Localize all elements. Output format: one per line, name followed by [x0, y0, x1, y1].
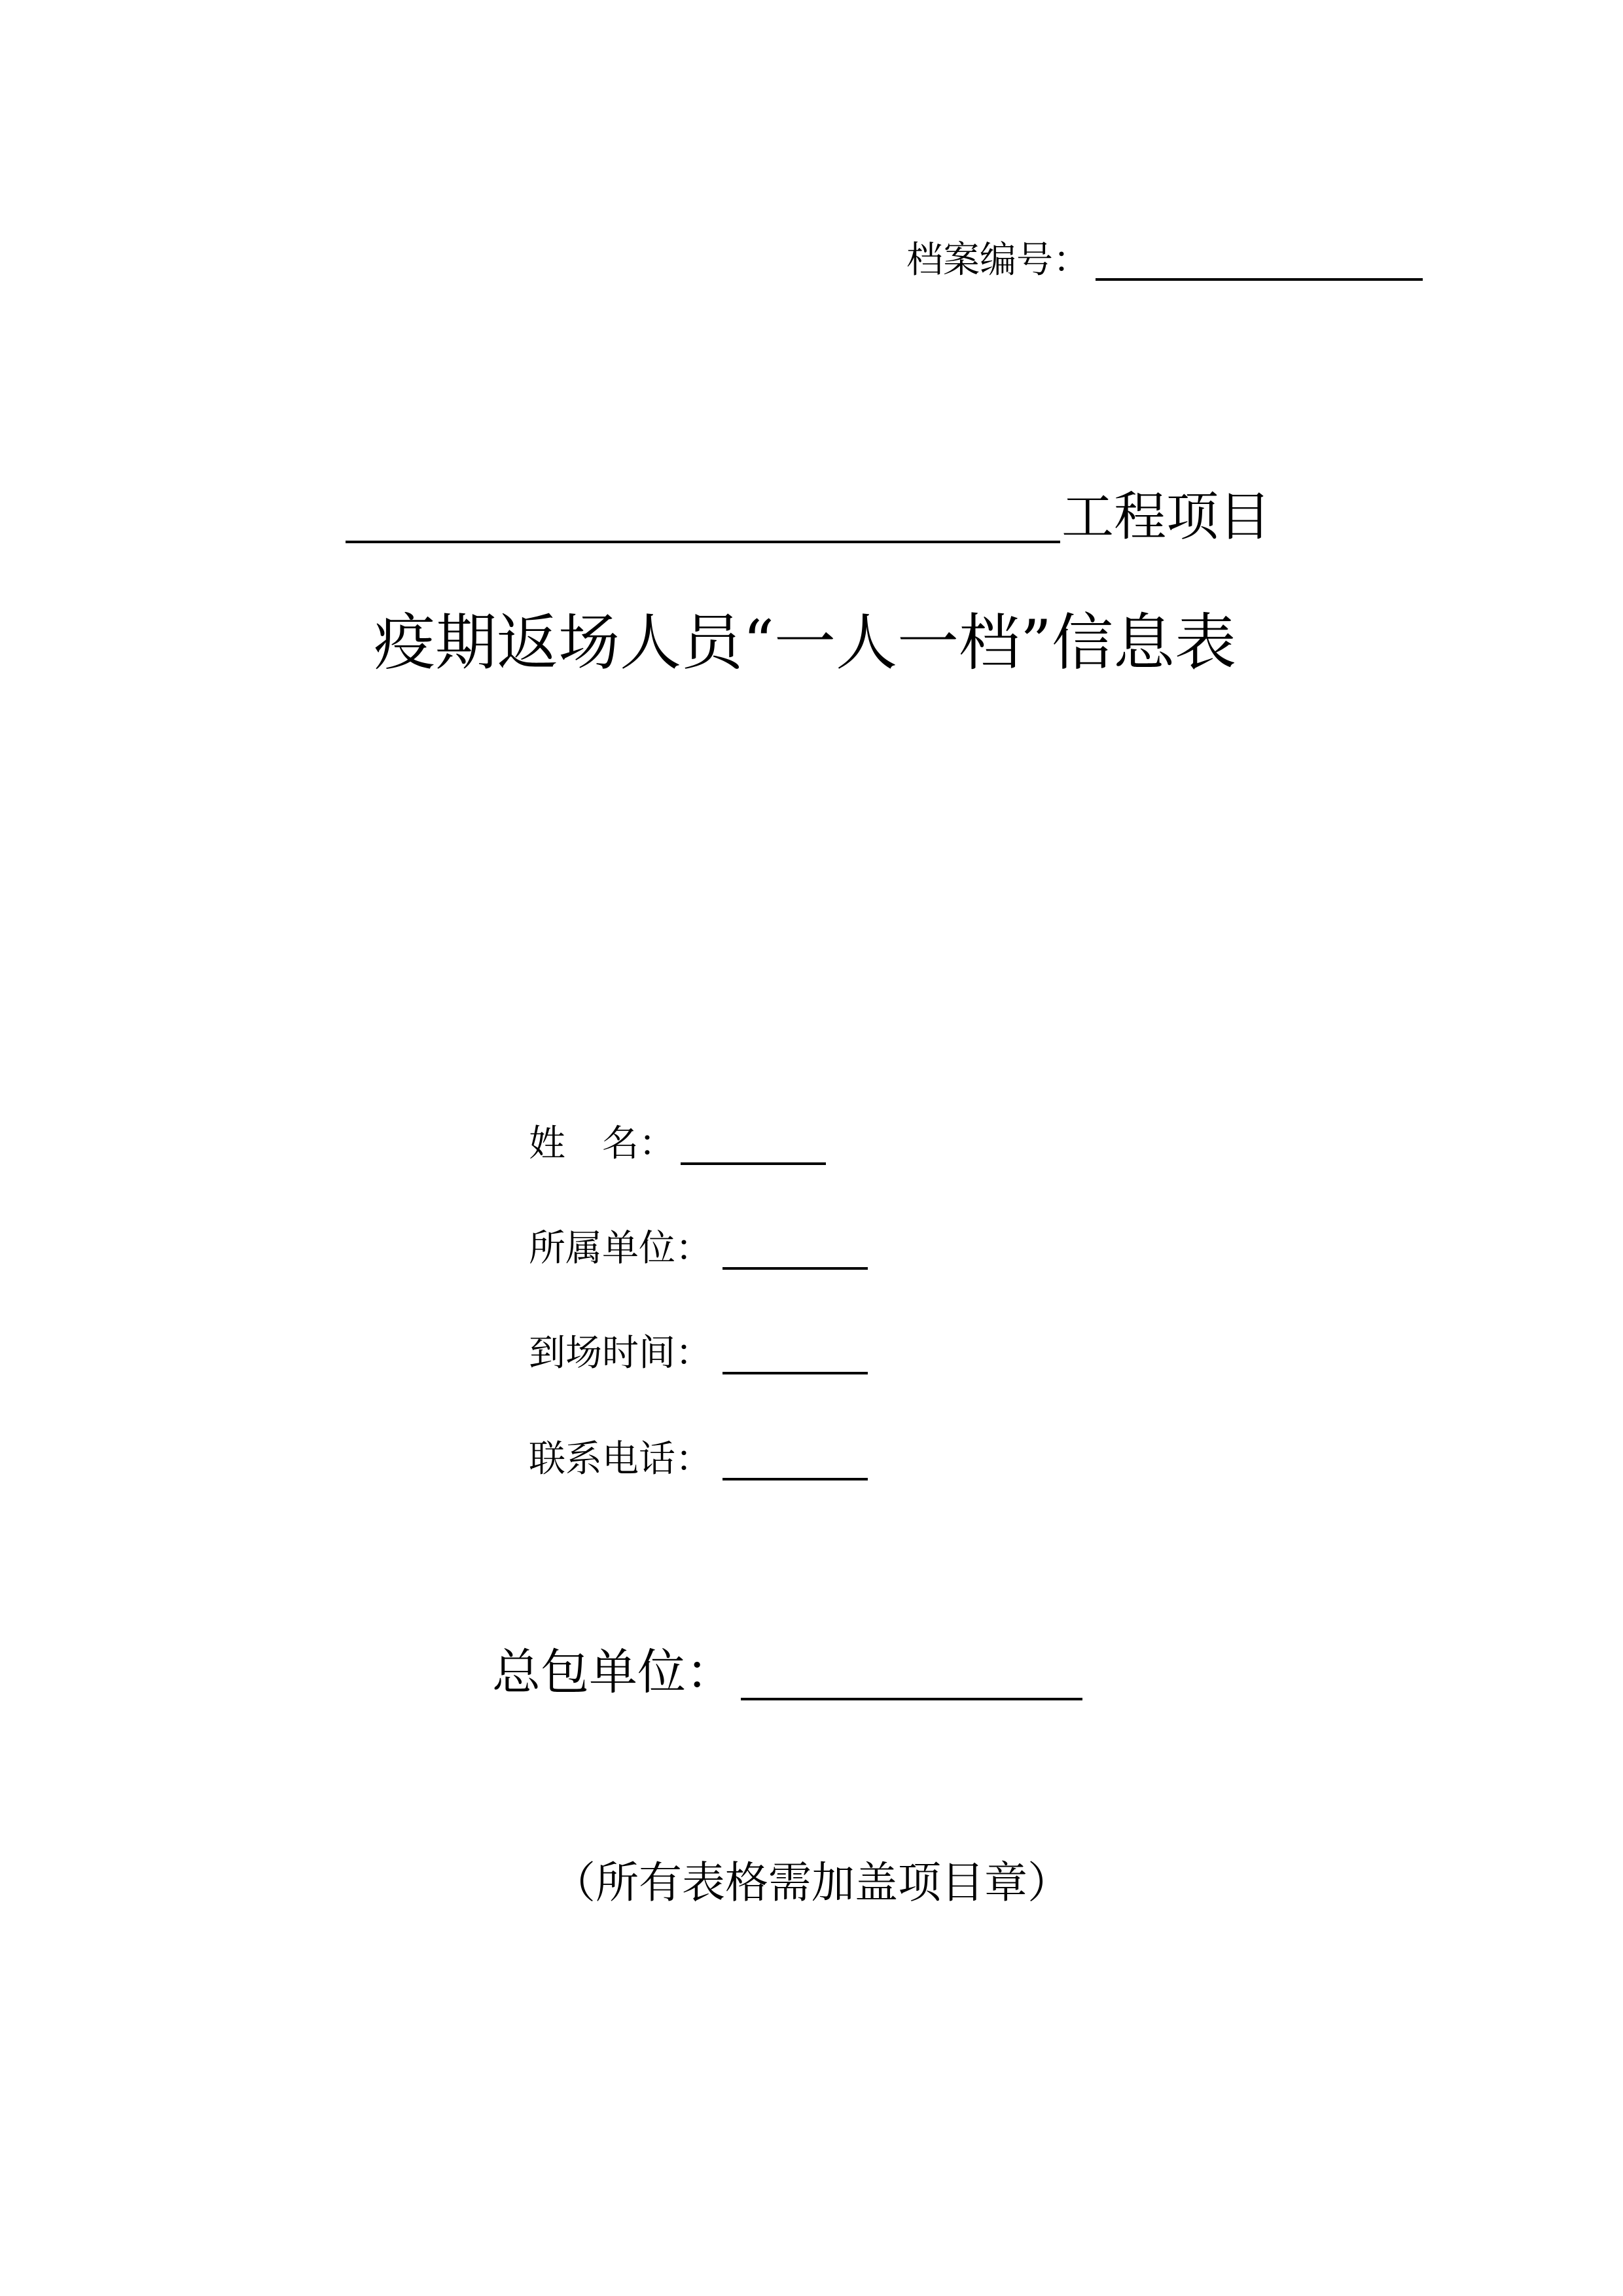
archive-number-label: 档案编号：: [906, 239, 1090, 281]
unit-field[interactable]: [722, 1267, 868, 1270]
unit-label: 所属单位：: [529, 1227, 712, 1270]
page-title: 疫期返场人员“一人一档”信息表: [373, 607, 1237, 679]
name-label: 姓 名：: [529, 1122, 675, 1165]
project-suffix-label: 工程项目: [1061, 486, 1271, 547]
project-name-field[interactable]: [346, 541, 1060, 543]
arrival-time-label: 到场时间：: [529, 1332, 712, 1374]
arrival-time-field[interactable]: [722, 1372, 868, 1374]
phone-label: 联系电话：: [529, 1438, 712, 1480]
name-field[interactable]: [681, 1162, 826, 1165]
general-contractor-field[interactable]: [741, 1698, 1082, 1700]
page-title-block: [0, 601, 1623, 686]
general-contractor-label: 总包单位：: [492, 1644, 734, 1700]
archive-number-field[interactable]: [1096, 278, 1423, 281]
stamp-note-block: [0, 1854, 1623, 1912]
phone-field[interactable]: [722, 1478, 868, 1480]
stamp-note: （所有表格需加盖项目章）: [552, 1857, 1071, 1908]
